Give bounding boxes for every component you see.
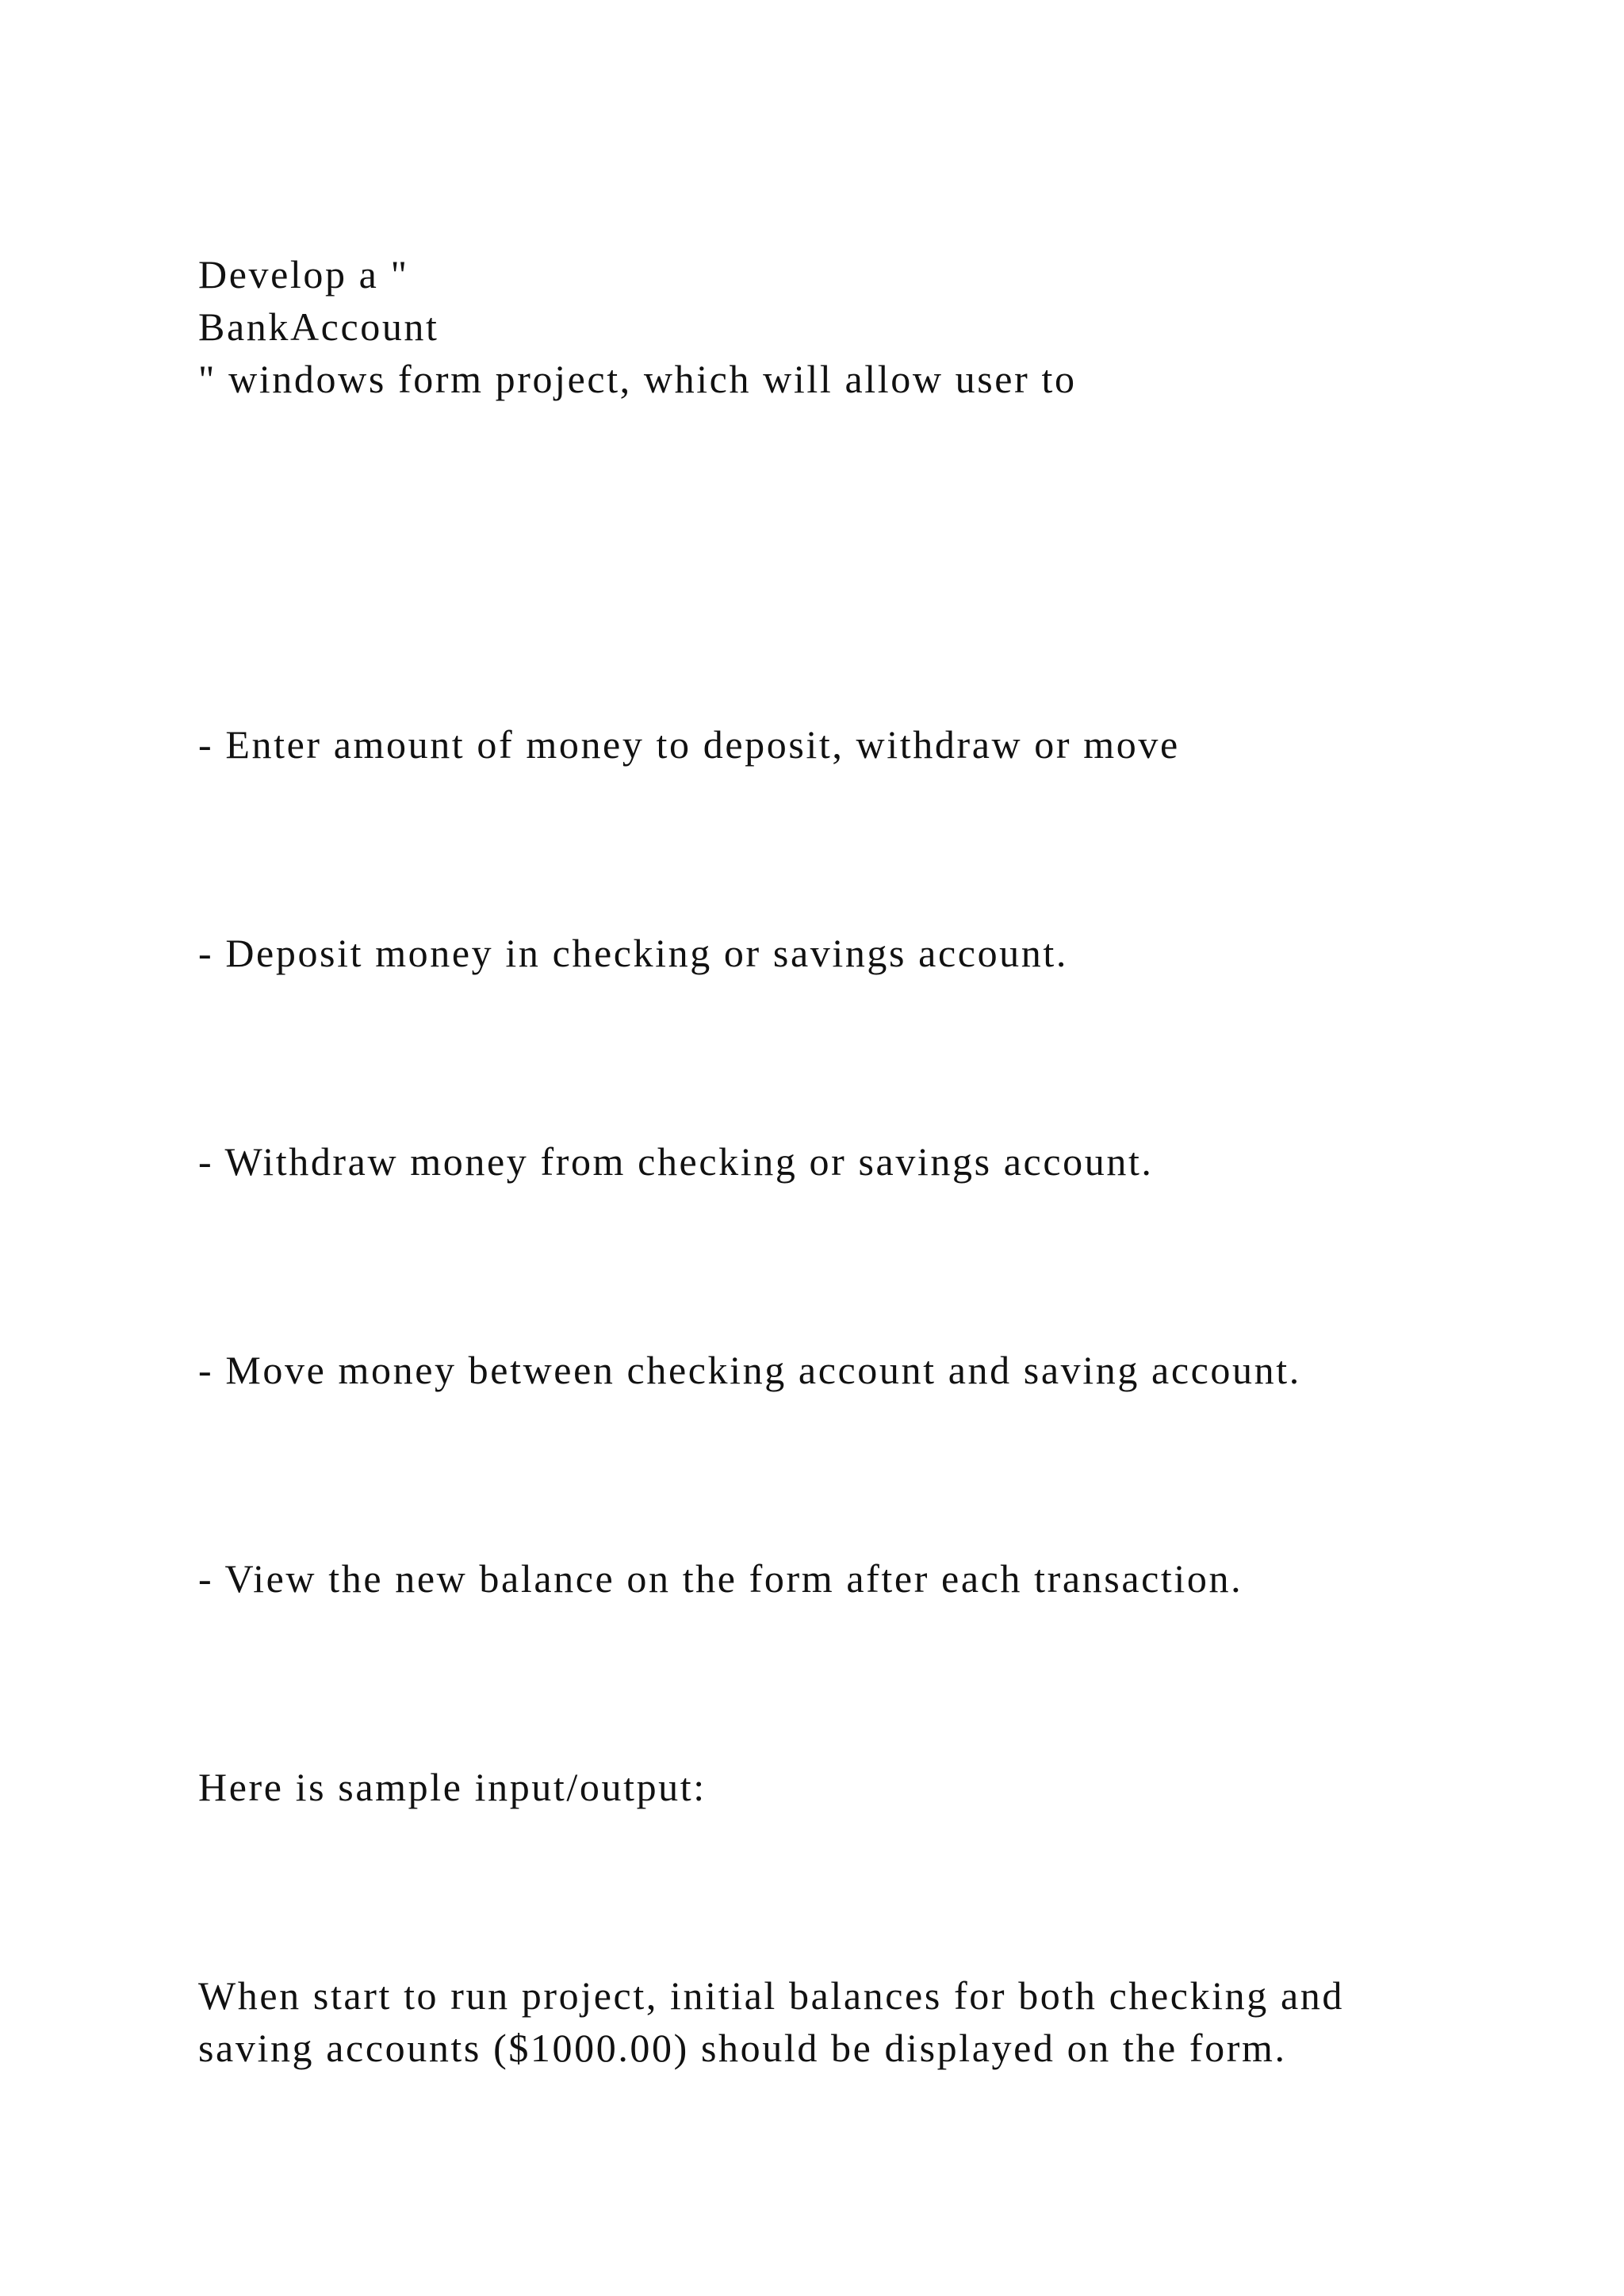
intro-line-1: Develop a " [198, 252, 409, 297]
intro-line-3: " windows form project, which will allow user to [198, 357, 1077, 401]
requirement-item: - Deposit money in checking or savings account. [198, 931, 1068, 975]
requirement-item: - Enter amount of money to deposit, withdraw or move [198, 722, 1180, 767]
requirement-item: - Move money between checking account and saving account. [198, 1348, 1301, 1392]
closing-line-2: saving accounts ($1000.00) should be displayed on the form. [198, 2026, 1287, 2070]
sample-heading: Here is sample input/output: [198, 1765, 707, 1809]
closing-line-1: When start to run project, initial balances for both checking and [198, 1973, 1344, 2018]
requirement-item: - Withdraw money from checking or savings account. [198, 1139, 1154, 1184]
requirement-item: - View the new balance on the form after each transaction. [198, 1556, 1243, 1601]
intro-line-2: BankAccount [198, 304, 439, 349]
